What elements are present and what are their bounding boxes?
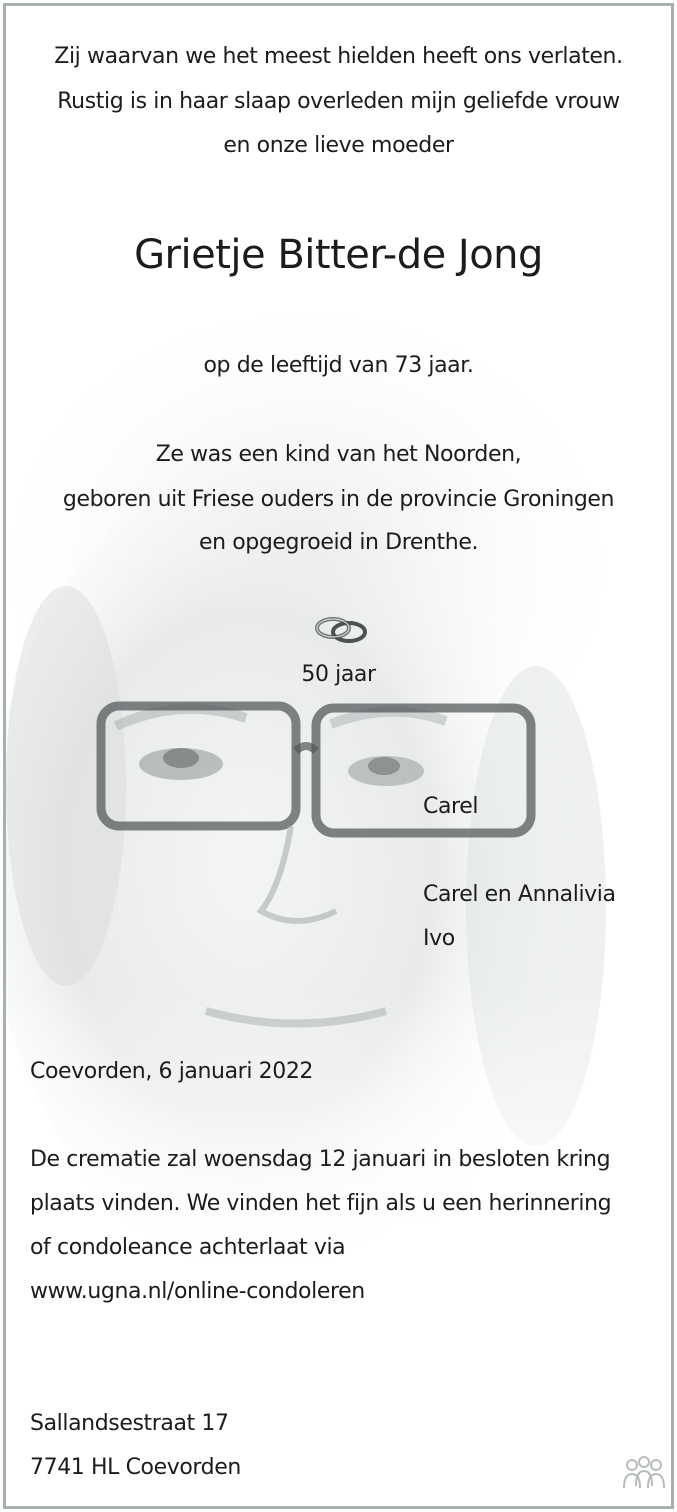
- ceremony-line: plaats vinden. We vinden het fijn als u een herinnering: [30, 1191, 612, 1216]
- ceremony-line: of condoleance achterlaat via: [30, 1235, 346, 1260]
- age-line: op de leeftijd van 73 jaar.: [203, 353, 474, 378]
- bio-line: en opgegroeid in Drenthe.: [198, 530, 479, 555]
- bio-line: geboren uit Friese ouders in de provincie Groningen: [62, 487, 615, 512]
- people-group-logo-icon: [620, 1454, 668, 1494]
- ceremony-line: De crematie zal woensdag 12 januari in besloten kring: [30, 1147, 611, 1172]
- intro-line: Zij waarvan we het meest hielden heeft ons verlaten.: [54, 44, 623, 69]
- family-member: Ivo: [423, 926, 455, 951]
- family-member: Carel: [423, 794, 479, 819]
- address-city: 7741 HL Coevorden: [30, 1455, 241, 1480]
- family-member: Carel en Annalivia: [423, 882, 616, 907]
- intro-line: Rustig is in haar slaap overleden mijn geliefde vrouw: [57, 89, 620, 114]
- deceased-name: Grietje Bitter-de Jong: [134, 232, 543, 278]
- address-street: Sallandsestraat 17: [30, 1411, 229, 1436]
- marriage-years: 50 jaar: [301, 662, 376, 687]
- wedding-rings-icon: [311, 612, 371, 646]
- obituary-card: [3, 3, 674, 1509]
- intro-line: en onze lieve moeder: [223, 133, 454, 158]
- bio-line: Ze was een kind van het Noorden,: [155, 442, 522, 467]
- place-date: Coevorden, 6 januari 2022: [30, 1059, 314, 1084]
- condolence-url[interactable]: www.ugna.nl/online-condoleren: [30, 1279, 365, 1304]
